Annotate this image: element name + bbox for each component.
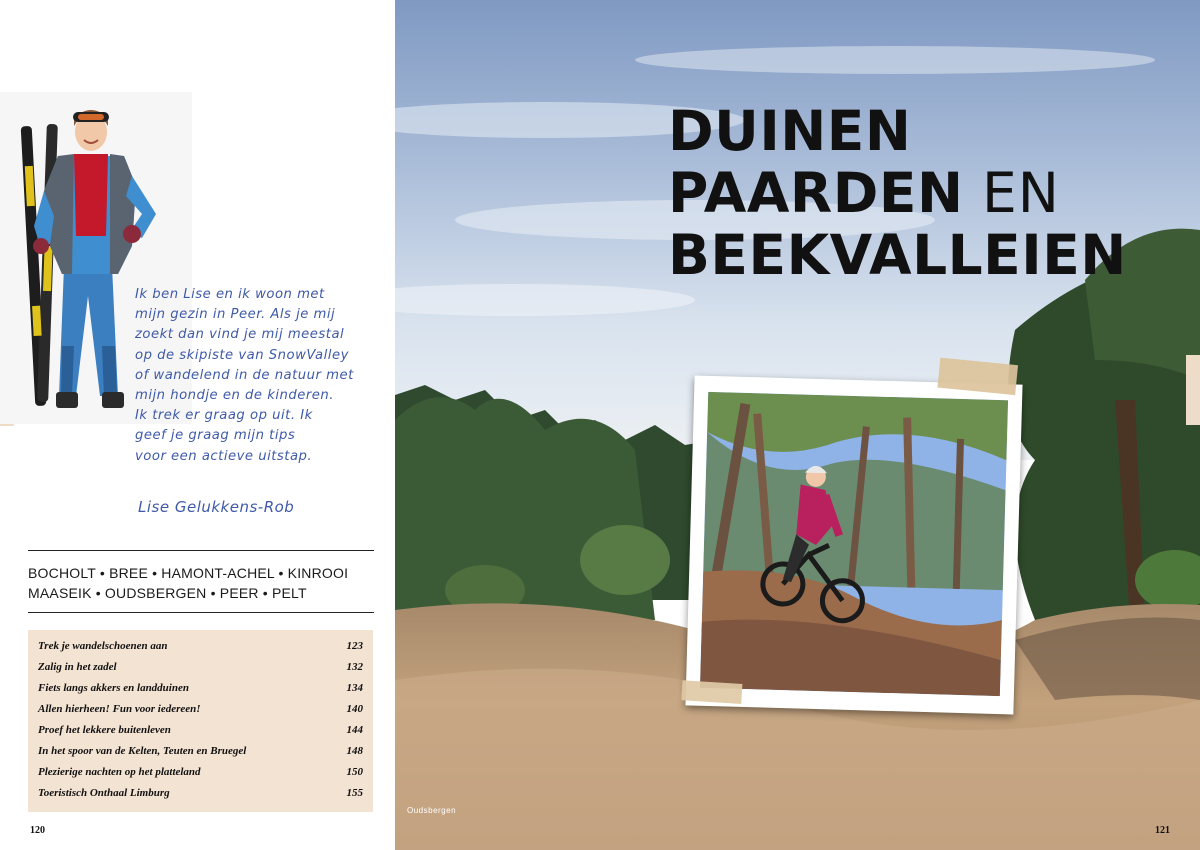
toc-page-number: 140 [346,703,363,715]
toc-entry[interactable] [38,703,363,724]
left-page [0,0,395,850]
toc-title: Plezierige nachten op het platteland [38,766,201,778]
headline-bold-word: PAARDEN [668,161,964,225]
photo-caption: Oudsbergen [407,806,457,815]
toc-entry[interactable] [38,745,363,766]
divider-bottom [28,612,374,613]
headline-thin-word: EN [963,161,1060,225]
note-line: of wandelend in de natuur met [135,367,354,383]
toc-page-number: 144 [346,724,363,736]
table-of-contents [28,630,373,812]
toc-entry[interactable] [38,661,363,682]
toc-title: Zalig in het zadel [38,661,117,673]
toc-entry[interactable] [38,787,363,808]
toc-entry[interactable] [38,724,363,745]
note-line: Ik ben Lise en ik woon met [135,287,325,302]
page-number-right: 121 [1155,825,1170,836]
toc-title: Fiets langs akkers en landduinen [38,682,189,694]
note-line: mijn gezin in Peer. Als je mij [135,307,336,323]
toc-page-number: 123 [346,640,363,652]
toc-title: In het spoor van de Kelten, Teuten en Bruegel [38,745,247,757]
toc-title: Allen hierheen! Fun voor iedereen! [38,703,201,715]
toc-page-number: 155 [346,787,363,799]
page-tab-marker [1186,355,1200,425]
note-line: op de skipiste van SnowValley [135,347,349,363]
toc-page-number: 134 [346,682,363,694]
tape-strip [937,358,1018,395]
toc-title: Toeristisch Onthaal Limburg [38,787,170,799]
toc-page-number: 148 [346,745,363,757]
mountain-biker-photo [700,392,1008,696]
page-number-left: 120 [30,825,45,836]
toc-entry[interactable] [38,766,363,787]
toc-page-number: 150 [346,766,363,778]
note-line: Ik trek er graag op uit. Ik [135,408,313,424]
note-line: mijn hondje en de kinderen. [135,388,334,404]
headline-line-3: BEEKVALLEIEN [668,223,1127,287]
handwritten-signature: Lise Gelukkens-Rob [138,498,295,516]
note-line: voor een actieve uitstap. [135,448,313,464]
town-line: BOCHOLT • BREE • HAMONT-ACHEL • KINROOI [28,565,349,581]
headline-line-2 [668,162,1127,224]
note-line: geef je graag mijn tips [135,428,296,444]
town-line: MAASEIK • OUDSBERGEN • PEER • PELT [28,585,307,601]
mountain-biker-illustration [700,392,1008,696]
toc-entry[interactable] [38,682,363,703]
toc-entry[interactable] [38,640,363,661]
page-headline [668,100,1127,286]
toc-page-number: 132 [346,661,363,673]
tape-strip [681,680,742,704]
polaroid-photo-frame [685,375,1022,714]
town-list [28,563,378,603]
divider-top [28,550,374,551]
right-page [395,0,1200,850]
toc-list [38,640,363,808]
toc-title: Trek je wandelschoenen aan [38,640,168,652]
note-line: zoekt dan vind je mij meestal [135,327,345,343]
headline-line-1: DUINEN [668,99,912,163]
handwritten-note [135,285,385,467]
toc-title: Proef het lekkere buitenleven [38,724,171,736]
